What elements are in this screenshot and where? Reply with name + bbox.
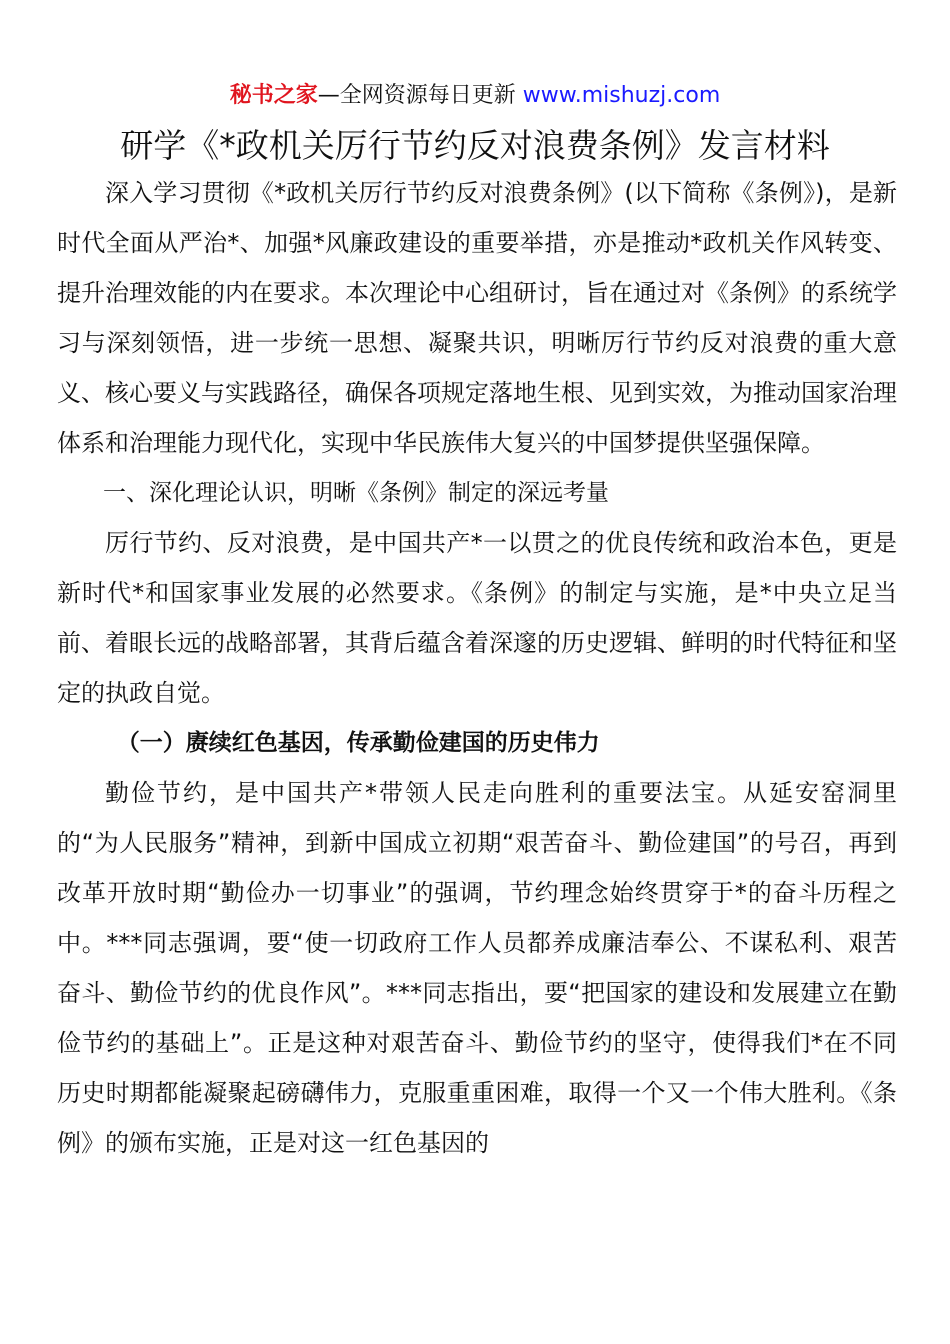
document-body [57, 168, 897, 1168]
paragraph-subsection-1: 勤俭节约，是中国共产*带领人民走向胜利的重要法宝。从延安窑洞里的“为人民服务”精神，到新中国成立初期“艰苦奋斗、勤俭建国”的号召，再到改革开放时期“勤俭办一切事业”的强调，节约理念始终贯穿于*的奋斗历程之中。***同志强调，要“使一切政府工作人员都养成廉洁奉公、不谋私利、艰苦奋斗、勤俭节约的优良作风”。***同志指出，要“把国家的建设和发展建立在勤俭节约的基础上”。正是这种对艰苦奋斗、勤俭节约的坚守，使得我们*在不同历史时期都能凝聚起磅礴伟力，克服重重困难，取得一个又一个伟大胜利。《条例》的颁布实施，正是对这一红色基因的 [57, 779, 897, 1157]
site-slogan: —全网资源每日更新 [317, 83, 516, 108]
paragraph-section-1: 厉行节约、反对浪费，是中国共产*一以贯之的优良传统和政治本色，更是新时代*和国家事业发展的必然要求。《条例》的制定与实施，是*中央立足当前、着眼长远的战略部署，其背后蕴含着深邃的历史逻辑、鲜明的时代特征和坚定的执政自觉。 [57, 529, 897, 707]
subsection-heading-1: （一）赓续红色基因，传承勤俭建国的历史伟力 [116, 730, 600, 756]
paragraph-intro: 深入学习贯彻《*政机关厉行节约反对浪费条例》(以下简称《条例》)，是新时代全面从严治*、加强*风廉政建设的重要举措，亦是推动*政机关作风转变、提升治理效能的内在要求。本次理论中心组研讨，旨在通过对《条例》的系统学习与深刻领悟，进一步统一思想、凝聚共识，明晰厉行节约反对浪费的重大意义、核心要义与实践路径，确保各项规定落地生根、见到实效，为推动国家治理体系和治理能力现代化，实现中华民族伟大复兴的中国梦提供坚强保障。 [57, 179, 897, 457]
section-heading-1: 一、深化理论认识，明晰《条例》制定的深远考量 [103, 480, 609, 506]
site-brand: 秘书之家 [229, 83, 318, 108]
site-url-link[interactable]: www.mishuzj.com [522, 83, 721, 108]
document-title: 研学《*政机关厉行节约反对浪费条例》发言材料 [120, 126, 830, 165]
site-header [0, 80, 950, 112]
